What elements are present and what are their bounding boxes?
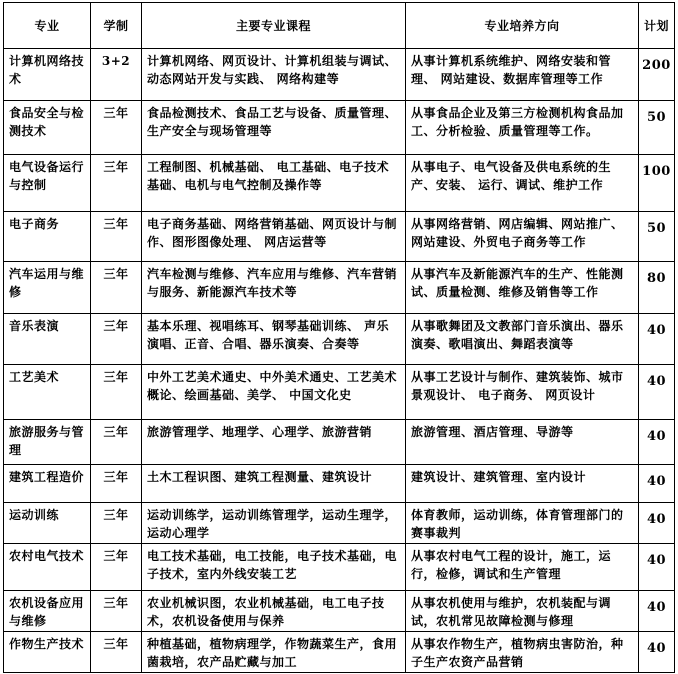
table-row bbox=[4, 591, 675, 632]
duration-cell: 三年 bbox=[91, 212, 142, 262]
table-row bbox=[4, 212, 675, 262]
duration-cell: 三年 bbox=[91, 262, 142, 314]
major-cell: 电子商务 bbox=[4, 212, 91, 262]
duration-cell: 三年 bbox=[91, 544, 142, 591]
page bbox=[3, 2, 675, 673]
major-cell: 旅游服务与管理 bbox=[4, 420, 91, 465]
table-row bbox=[4, 314, 675, 365]
duration-cell: 三年 bbox=[91, 465, 142, 503]
duration-cell: 三年 bbox=[91, 314, 142, 365]
plan-cell: 50 bbox=[639, 212, 675, 262]
direction-cell: 从事食品企业及第三方检测机构食品加工、分析检验、质量管理等工作。 bbox=[406, 101, 639, 155]
plan-cell: 40 bbox=[639, 544, 675, 591]
table-row bbox=[4, 262, 675, 314]
duration-cell: 三年 bbox=[91, 632, 142, 673]
courses-cell: 电子商务基础、网络营销基础、网页设计与制作、图形图像处理、 网店运营等 bbox=[142, 212, 406, 262]
plan-cell: 100 bbox=[639, 155, 675, 212]
duration-cell: 3+2 bbox=[91, 49, 142, 101]
courses-cell: 种植基础，植物病理学，作物蔬菜生产，食用菌栽培，农产品贮藏与加工 bbox=[142, 632, 406, 673]
table-row bbox=[4, 420, 675, 465]
table-row bbox=[4, 503, 675, 544]
header-courses: 主要专业课程 bbox=[142, 3, 406, 49]
courses-cell: 食品检测技术、食品工艺与设备、质量管理、生产安全与现场管理等 bbox=[142, 101, 406, 155]
duration-cell: 三年 bbox=[91, 591, 142, 632]
direction-cell: 从事农村电气工程的设计，施工，运行，检修，调试和生产管理 bbox=[406, 544, 639, 591]
table-row bbox=[4, 544, 675, 591]
majors-table bbox=[3, 2, 675, 673]
major-cell: 作物生产技术 bbox=[4, 632, 91, 673]
major-cell: 农机设备应用与维修 bbox=[4, 591, 91, 632]
courses-cell: 计算机网络、网页设计、计算机组装与调试、动态网站开发与实践、 网络构建等 bbox=[142, 49, 406, 101]
direction-cell: 从事工艺设计与制作、建筑装饰、城市景观设计、 电子商务、 网页设计 bbox=[406, 365, 639, 420]
major-cell: 食品安全与检测技术 bbox=[4, 101, 91, 155]
plan-cell: 40 bbox=[639, 420, 675, 465]
duration-cell: 三年 bbox=[91, 365, 142, 420]
courses-cell: 电工技术基础，电工技能，电子技术基础，电子技术，室内外线安装工艺 bbox=[142, 544, 406, 591]
courses-cell: 农业机械识图，农业机械基础，电工电子技术，农机设备使用与保养 bbox=[142, 591, 406, 632]
major-cell: 运动训练 bbox=[4, 503, 91, 544]
plan-cell: 40 bbox=[639, 503, 675, 544]
major-cell: 音乐表演 bbox=[4, 314, 91, 365]
table-row bbox=[4, 365, 675, 420]
table-row bbox=[4, 465, 675, 503]
plan-cell: 40 bbox=[639, 365, 675, 420]
duration-cell: 三年 bbox=[91, 155, 142, 212]
courses-cell: 运动训练学，运动训练管理学，运动生理学，运动心理学 bbox=[142, 503, 406, 544]
direction-cell: 从事汽车及新能源汽车的生产、性能测试、质量检测、维修及销售等工作 bbox=[406, 262, 639, 314]
plan-cell: 40 bbox=[639, 465, 675, 503]
direction-cell: 建筑设计、建筑管理、室内设计 bbox=[406, 465, 639, 503]
plan-cell: 200 bbox=[639, 49, 675, 101]
table-row bbox=[4, 49, 675, 101]
table-row bbox=[4, 101, 675, 155]
major-cell: 电气设备运行与控制 bbox=[4, 155, 91, 212]
duration-cell: 三年 bbox=[91, 101, 142, 155]
courses-cell: 工程制图、机械基础、 电工基础、电子技术基础、电机与电气控制及操作等 bbox=[142, 155, 406, 212]
direction-cell: 从事计算机系统维护、网络安装和管理、 网站建设、数据库管理等工作 bbox=[406, 49, 639, 101]
courses-cell: 汽车检测与维修、汽车应用与维修、汽车营销与服务、新能源汽车技术等 bbox=[142, 262, 406, 314]
major-cell: 建筑工程造价 bbox=[4, 465, 91, 503]
direction-cell: 从事农机使用与维护，农机装配与调试，农机常见故障检测与修理 bbox=[406, 591, 639, 632]
plan-cell: 40 bbox=[639, 632, 675, 673]
plan-cell: 40 bbox=[639, 314, 675, 365]
plan-cell: 50 bbox=[639, 101, 675, 155]
courses-cell: 基本乐理、视唱练耳、钢琴基础训练、 声乐演唱、正音、合唱、器乐演奏、合奏等 bbox=[142, 314, 406, 365]
header-plan: 计划 bbox=[639, 3, 675, 49]
table-row bbox=[4, 632, 675, 673]
table-row bbox=[4, 155, 675, 212]
major-cell: 工艺美术 bbox=[4, 365, 91, 420]
direction-cell: 从事网络营销、网店编辑、网站推广、网站建设、外贸电子商务等工作 bbox=[406, 212, 639, 262]
major-cell: 农村电气技术 bbox=[4, 544, 91, 591]
courses-cell: 中外工艺美术通史、中外美术通史、工艺美术概论、绘画基础、美学、 中国文化史 bbox=[142, 365, 406, 420]
courses-cell: 旅游管理学、地理学、心理学、旅游营销 bbox=[142, 420, 406, 465]
direction-cell: 旅游管理、酒店管理、导游等 bbox=[406, 420, 639, 465]
direction-cell: 从事农作物生产，植物病虫害防治，种子生产农资产品营销 bbox=[406, 632, 639, 673]
courses-cell: 土木工程识图、建筑工程测量、建筑设计 bbox=[142, 465, 406, 503]
major-cell: 计算机网络技术 bbox=[4, 49, 91, 101]
header-major: 专业 bbox=[4, 3, 91, 49]
plan-cell: 40 bbox=[639, 591, 675, 632]
direction-cell: 从事歌舞团及文教部门音乐演出、器乐演奏、歌唱演出、舞蹈表演等 bbox=[406, 314, 639, 365]
duration-cell: 三年 bbox=[91, 420, 142, 465]
header-direction: 专业培养方向 bbox=[406, 3, 639, 49]
major-cell: 汽车运用与维修 bbox=[4, 262, 91, 314]
header-row bbox=[4, 3, 675, 49]
header-duration: 学制 bbox=[91, 3, 142, 49]
direction-cell: 从事电子、电气设备及供电系统的生产、安装、 运行、调试、维护工作 bbox=[406, 155, 639, 212]
duration-cell: 三年 bbox=[91, 503, 142, 544]
plan-cell: 80 bbox=[639, 262, 675, 314]
direction-cell: 体育教师，运动训练，体育管理部门的赛事裁判 bbox=[406, 503, 639, 544]
